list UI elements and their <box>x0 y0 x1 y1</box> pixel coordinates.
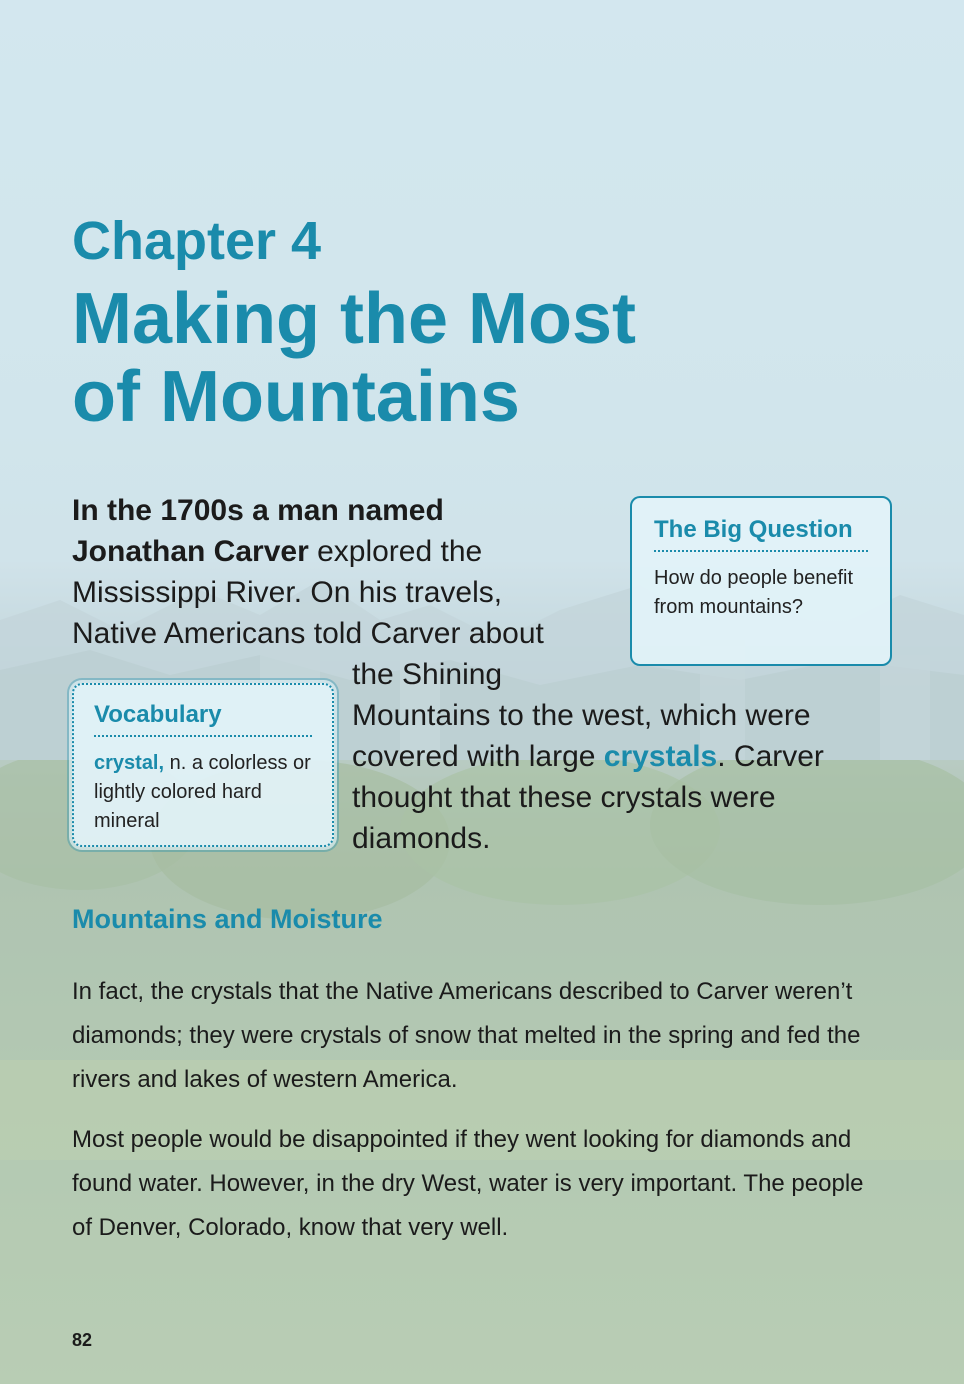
chapter-title-line1: Making the Most <box>72 279 637 359</box>
page-number: 82 <box>72 1330 93 1350</box>
chapter-label: Chapter 4 <box>72 211 322 271</box>
big-question-text: How do people benefit from mountains? <box>654 567 854 618</box>
intro-line-3: Mississippi River. On his travels, <box>72 576 503 609</box>
intro-line7-start: covered with large <box>352 740 604 773</box>
body-paragraph-2: Most people would be disappointed if they went looking for diamonds and found water. However, in the dry West, water is very important. The people of Denver, Colorado, know that very well. <box>72 1126 864 1241</box>
intro-line2-rest: explored the <box>308 535 483 568</box>
intro-line-4: Native Americans told Carver about <box>72 617 544 650</box>
chapter-title <box>72 280 772 436</box>
big-question-title: The Big Question <box>654 516 868 552</box>
intro-line-5: the Shining <box>352 658 503 691</box>
intro-bold-lead: In the 1700s a man named <box>72 494 444 527</box>
vocabulary-term: crystal, <box>94 752 165 774</box>
intro-line-8: thought that these crystals were <box>352 781 776 814</box>
vocabulary-entry <box>94 749 312 836</box>
vocab-term-link: crystals <box>603 740 718 773</box>
vocabulary-definition: n. a colorless or lightly colored hard mineral <box>94 752 311 832</box>
intro-line-6: Mountains to the west, which were <box>352 699 811 732</box>
intro-line-9: diamonds. <box>352 822 491 855</box>
intro-bold-name: Jonathan Carver <box>72 535 309 568</box>
intro-line7-end: . Carver <box>717 740 824 773</box>
body-paragraph-1: In fact, the crystals that the Native Americans described to Carver weren’t diamonds; they were crystals of snow that melted in the spring and fed the rivers and lakes of western America. <box>72 978 861 1093</box>
vocabulary-title: Vocabulary <box>94 701 312 737</box>
chapter-title-line2: of Mountains <box>72 357 520 437</box>
section-heading: Mountains and Moisture <box>72 904 383 934</box>
big-question-box <box>630 496 892 666</box>
vocabulary-box <box>72 683 334 847</box>
